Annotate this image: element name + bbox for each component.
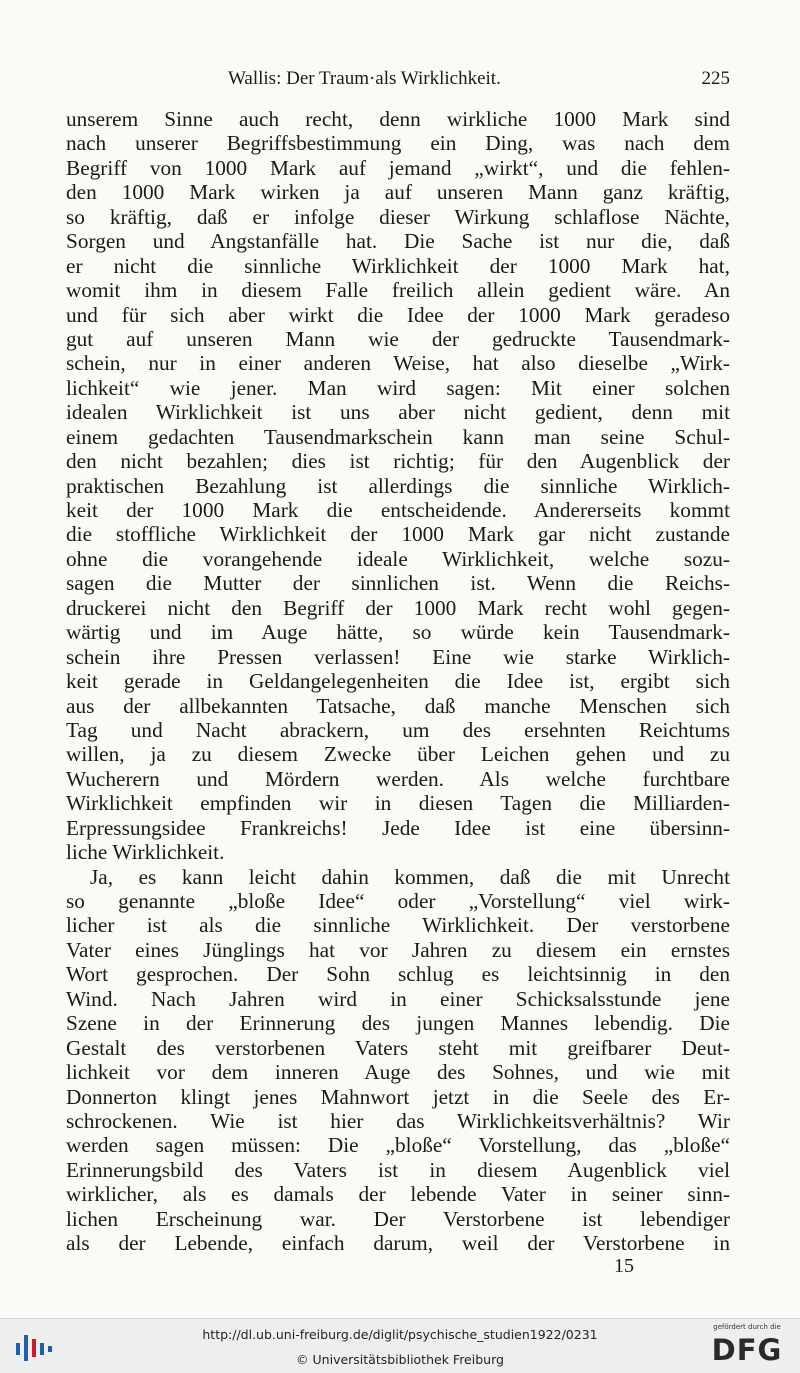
text-line: gut auf unseren Mann wie der gedruckte Tausendmark- [66,326,730,351]
text-line: Wind. Nach Jahren wird in einer Schicksalsstunde jene [66,986,730,1011]
text-line: druckerei nicht den Begriff der 1000 Mark recht wohl gegen- [66,595,730,620]
text-line: so kräftig, daß er infolge dieser Wirkung schlaflose Nächte, [66,204,730,229]
text-line: Donnerton klingt jenes Mahnwort jetzt in die Seele des Er- [66,1084,730,1109]
page-number: 225 [701,68,730,89]
text-line: Begriff von 1000 Mark auf jemand „wirkt“, und die fehlen- [66,155,730,180]
text-line: praktischen Bezahlung ist allerdings die sinnliche Wirklich- [66,473,730,498]
text-line: willen, ja zu diesem Zwecke über Leichen gehen und zu [66,742,730,767]
text-line: wirklicher, als es damals der lebende Vater in seiner sinn- [66,1182,730,1207]
text-line: Ja, es kann leicht dahin kommen, daß die mit Unrecht [90,864,730,889]
text-line: so genannte „bloße Idee“ oder „Vorstellung“ viel wirk- [66,889,730,913]
text-line: die stoffliche Wirklichkeit der 1000 Mark gar nicht zustande [66,522,730,547]
text-line: Gestalt des verstorbenen Vaters steht mit greifbarer Deut- [66,1035,730,1060]
text-line: ohne die vorangehende ideale Wirklichkeit, welche sozu- [66,546,730,571]
text-line: Tag und Nacht abrackern, um des ersehnten Reichtums [66,717,730,742]
text-line: Wucherern und Mördern werden. Als welche furchtbare [66,766,730,791]
dfg-logo [702,1323,792,1369]
text-line: als der Lebende, einfach darum, weil der Verstorbene in [66,1231,730,1256]
text-line: Wort gesprochen. Der Sohn schlug es leichtsinnig in den [66,962,730,987]
text-line: Vater eines Jünglings hat vor Jahren zu diesem ein ernstes [66,937,730,962]
text-line: liche Wirklichkeit. [66,840,225,865]
viewer-footer [0,1318,800,1373]
text-line: licher ist als die sinnliche Wirklichkeit. Der verstorbene [66,913,730,938]
text-line: den 1000 Mark wirken ja auf unseren Mann ganz kräftig, [66,180,730,205]
dfg-sponsor-caption: gefördert durch die [713,1323,781,1331]
text-line: schein ihre Pressen verlassen! Eine wie starke Wirklich- [66,644,730,669]
text-line: und für sich aber wirkt die Idee der 1000 Mark geradeso [66,302,730,327]
text-line: lichkeit“ wie jener. Man wird sagen: Mit einer solchen [66,375,730,400]
dfg-logo-text: DFG [711,1333,783,1367]
text-line: womit ihm in diesem Falle freilich allein gedient wäre. An [66,278,730,303]
text-line: Erinnerungsbild des Vaters ist in diesem Augenblick viel [66,1157,730,1182]
text-line: wärtig und im Auge hätte, so würde kein Tausendmark- [66,620,730,645]
text-line: aus der allbekannten Tatsache, daß manche Menschen sich [66,693,730,718]
text-line: nach unserer Begriffsbestimmung ein Ding, was nach dem [66,131,730,156]
text-line: Erpressungsidee Frankreichs! Jede Idee ist eine übersinn- [66,815,730,840]
text-line: idealen Wirklichkeit ist uns aber nicht gedient, denn mit [66,400,730,425]
text-line: sagen die Mutter der sinnlichen ist. Wenn die Reichs- [66,571,730,596]
text-line: einem gedachten Tausendmarkschein kann man seine Schul- [66,424,730,449]
text-line: den nicht bezahlen; dies ist richtig; für den Augenblick der [66,449,730,474]
text-line: lichen Erscheinung war. Der Verstorbene ist lebendiger [66,1206,730,1231]
text-line: Sorgen und Angstanfälle hat. Die Sache ist nur die, daß [66,229,730,254]
text-line: lichkeit vor dem inneren Auge des Sohnes, und wie mit [66,1060,730,1085]
text-line: keit der 1000 Mark die entscheidende. Andererseits kommt [66,498,730,522]
signature-mark: 15 [614,1255,634,1277]
text-line: Wirklichkeit empfinden wir in diesen Tagen die Milliarden- [66,791,730,816]
text-line: schein, nur in einer anderen Weise, hat also dieselbe „Wirk- [66,351,730,376]
body-text [66,107,730,1256]
page-url-link[interactable]: http://dl.ub.uni-freiburg.de/diglit/psychische_studien1922/0231 [202,1327,598,1342]
text-line: werden sagen müssen: Die „bloße“ Vorstellung, das „bloße“ [66,1133,730,1158]
copyright-notice: © Universitätsbibliothek Freiburg [296,1352,504,1367]
text-line: Szene in der Erinnerung des jungen Mannes lebendig. Die [66,1011,730,1036]
text-line: unserem Sinne auch recht, denn wirkliche 1000 Mark sind [66,107,730,131]
text-line: keit gerade in Geldangelegenheiten die Idee ist, ergibt sich [66,669,730,694]
text-line: er nicht die sinnliche Wirklichkeit der 1000 Mark hat, [66,253,730,278]
running-title: Wallis: Der Traum·als Wirklichkeit. [228,68,501,89]
text-line: schrockenen. Wie ist hier das Wirklichkeitsverhältnis? Wir [66,1108,730,1133]
